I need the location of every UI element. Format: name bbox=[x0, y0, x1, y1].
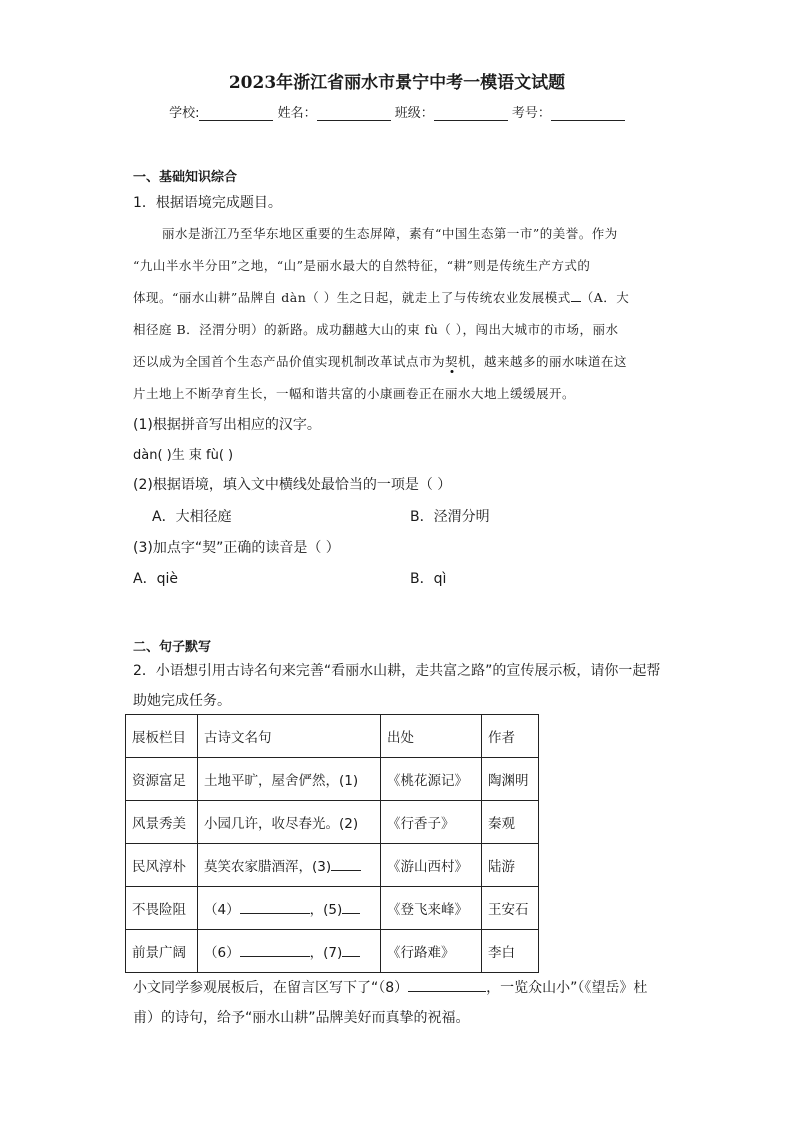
sub-question-2-option-b: B．泾渭分明 bbox=[410, 509, 490, 525]
table-header-row bbox=[126, 715, 539, 758]
verse-text: （4） bbox=[204, 902, 240, 918]
table-row bbox=[126, 887, 539, 930]
name-blank bbox=[317, 106, 391, 121]
table-header-cell: 展板栏目 bbox=[126, 715, 198, 758]
passage-line-2: “九山半水半分田”之地，“山”是丽水最大的自然特征，“耕”则是传统生产方式的 bbox=[133, 258, 591, 273]
verse-text: 小园几许，收尽春光。(2) bbox=[204, 816, 359, 832]
question-2-line-1: 2．小语想引用古诗名句来完善“看丽水山耕，走共富之路”的宣传展示板，请你一起帮 bbox=[133, 663, 661, 679]
table-header-cell: 出处 bbox=[381, 715, 482, 758]
after-table-text-a: 小文同学参观展板后，在留言区写下了“（8） bbox=[133, 980, 409, 996]
answer-blank bbox=[571, 289, 581, 302]
table-header-cell: 作者 bbox=[482, 715, 539, 758]
sub-question-3-option-a: A．qiè bbox=[133, 571, 178, 587]
author-cell: 陶渊明 bbox=[482, 758, 539, 801]
class-label: 班级： bbox=[394, 106, 434, 121]
school-blank bbox=[199, 106, 273, 121]
section-heading-dictation: 二、句子默写 bbox=[133, 640, 212, 655]
passage-line-3-text: 体现。“丽水山耕”品牌自 dàn（ ）生之日起，就走上了与传统农业发展模式 bbox=[133, 290, 571, 305]
source-cell: 《登飞来峰》 bbox=[381, 887, 482, 930]
table-row bbox=[126, 758, 539, 801]
author-cell: 陆游 bbox=[482, 844, 539, 887]
author-cell: 秦观 bbox=[482, 801, 539, 844]
question-2-line-2: 助她完成任务。 bbox=[133, 693, 231, 709]
source-cell: 《游山西村》 bbox=[381, 844, 482, 887]
passage-line-3-option: （A．大 bbox=[580, 290, 630, 305]
source-cell: 《行路难》 bbox=[381, 930, 482, 973]
after-table-text-b: ，一览众山小”（《望岳》杜 bbox=[486, 980, 648, 996]
sub-question-1-answer-line: dàn( )生 束 fù( ) bbox=[133, 448, 234, 463]
name-label: 姓名： bbox=[277, 106, 317, 121]
exam-title: 2023年浙江省丽水市景宁中考一模语文试题 bbox=[228, 73, 566, 93]
column-cell: 前景广阔 bbox=[126, 930, 198, 973]
verse-cell bbox=[198, 930, 381, 973]
exam-no-blank bbox=[551, 106, 625, 121]
answer-blank bbox=[331, 858, 361, 871]
verse-text: ，(7) bbox=[309, 945, 343, 961]
after-table-line-2: 甫）的诗句，给予“丽水山耕”品牌美好而真挚的祝福。 bbox=[133, 1010, 470, 1026]
table-row bbox=[126, 930, 539, 973]
column-cell: 资源富足 bbox=[126, 758, 198, 801]
after-table-line-1 bbox=[133, 977, 647, 997]
verse-cell bbox=[198, 801, 381, 844]
passage-line-6: 片土地上不断孕育生长，一幅和谐共富的小康画卷正在丽水大地上缓缓展开。 bbox=[133, 386, 576, 401]
verse-cell bbox=[198, 887, 381, 930]
table-row bbox=[126, 844, 539, 887]
exam-no-label: 考号： bbox=[511, 106, 551, 121]
verse-text: （6） bbox=[204, 945, 240, 961]
sub-question-2: (2)根据语境，填入文中横线处最恰当的一项是（ ） bbox=[133, 477, 452, 493]
author-cell: 李白 bbox=[482, 930, 539, 973]
student-info-line bbox=[0, 102, 794, 121]
sub-question-3-option-b: B．qì bbox=[410, 571, 447, 587]
answer-blank bbox=[342, 944, 360, 957]
sub-question-3: (3)加点字“契”正确的读音是（ ） bbox=[133, 540, 340, 556]
verse-text: 土地平旷，屋舍俨然，(1) bbox=[204, 773, 359, 789]
sub-question-1: (1)根据拼音写出相应的汉字。 bbox=[133, 417, 321, 433]
passage-line-5-a: 还以成为全国首个生态产品价值实现机制改革试点市为 bbox=[133, 354, 446, 369]
author-cell: 王安石 bbox=[482, 887, 539, 930]
answer-blank bbox=[408, 979, 486, 992]
source-cell: 《桃花源记》 bbox=[381, 758, 482, 801]
passage-line-5-c: 机，越来越多的丽水味道在这 bbox=[458, 354, 628, 369]
answer-blank bbox=[240, 944, 310, 957]
section-heading-basic: 一、基础知识综合 bbox=[133, 170, 238, 185]
table-header-cell: 古诗文名句 bbox=[198, 715, 381, 758]
passage-line-1: 丽水是浙江乃至华东地区重要的生态屏障，素有“中国生态第一市”的美誉。作为 bbox=[162, 226, 618, 241]
passage-line-3 bbox=[133, 288, 629, 306]
passage-line-4: 相径庭 B．泾渭分明）的新路。成功翻越大山的束 fù（ ），闯出大城市的市场，丽水 bbox=[133, 322, 619, 337]
column-cell: 不畏险阻 bbox=[126, 887, 198, 930]
answer-blank bbox=[342, 901, 360, 914]
verse-cell bbox=[198, 758, 381, 801]
column-cell: 民风淳朴 bbox=[126, 844, 198, 887]
poem-table bbox=[125, 714, 539, 973]
answer-blank bbox=[240, 901, 310, 914]
school-label: 学校: bbox=[169, 106, 200, 121]
verse-text: 莫笑农家腊酒浑，(3) bbox=[204, 859, 332, 875]
table-row bbox=[126, 801, 539, 844]
sub-question-2-option-a: A．大相径庭 bbox=[152, 509, 232, 525]
class-blank bbox=[434, 106, 508, 121]
source-cell: 《行香子》 bbox=[381, 801, 482, 844]
verse-text: ，(5) bbox=[309, 902, 343, 918]
passage-line-5 bbox=[133, 352, 627, 370]
question-1-stem: 1．根据语境完成题目。 bbox=[133, 195, 282, 211]
dotted-character: 契 bbox=[445, 354, 459, 369]
column-cell: 风景秀美 bbox=[126, 801, 198, 844]
verse-cell bbox=[198, 844, 381, 887]
